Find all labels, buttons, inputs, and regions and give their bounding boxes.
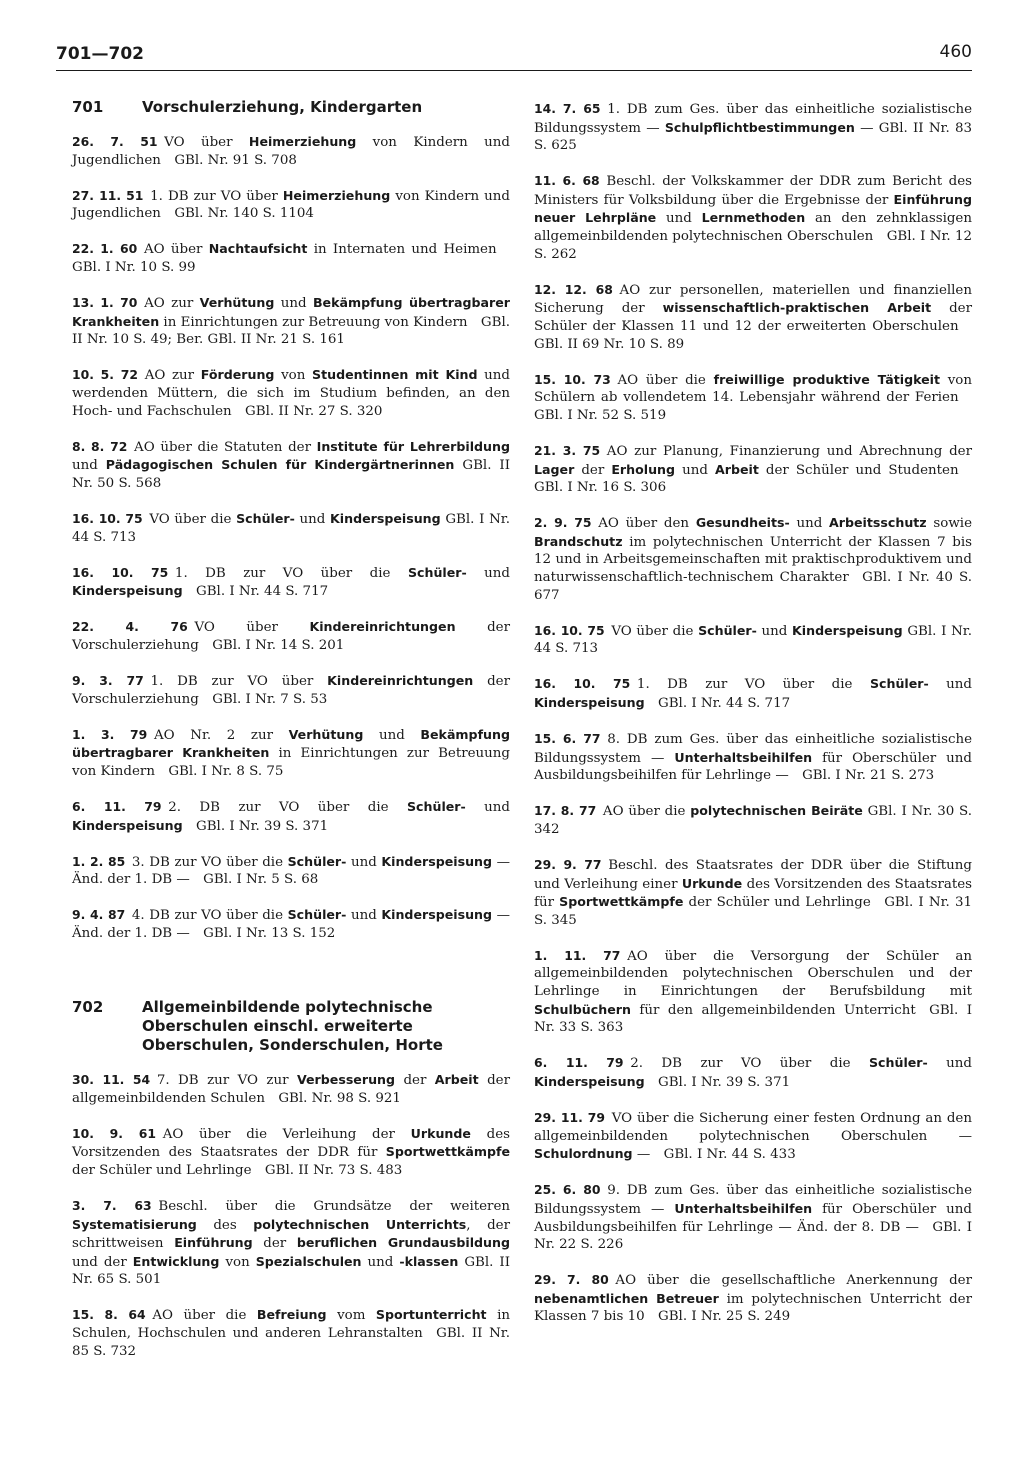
entry-keyword: Schüler- — [287, 853, 347, 869]
entry-keyword: Institute für Lehrerbildung — [316, 438, 510, 454]
entry-text: VO über — [194, 620, 310, 636]
entry-text: von Kindern und Jugendlichen GBl. Nr. 140 S. 1104 — [72, 188, 510, 222]
entry-text: — GBl. II Nr. 83 S. 625 — [534, 120, 972, 154]
entry-keyword: Schüler- — [287, 907, 347, 923]
entry-text: der Schüler der Klassen 11 und 12 der erweiterten Oberschulen GBl. II 69 Nr. 10 S. 89 — [534, 301, 973, 352]
law-entry — [534, 730, 972, 785]
entry-text: GBl. II Nr. 65 S. 501 — [72, 1254, 511, 1288]
entry-text: AO zur — [144, 296, 200, 312]
law-entry — [72, 133, 510, 169]
entry-text: der — [395, 1073, 435, 1088]
law-entry — [72, 853, 510, 889]
entry-keyword: Kinderspeisung — [534, 694, 645, 710]
entry-keyword: Heimerziehung — [248, 134, 357, 149]
entry-text: GBl. I Nr. 39 S. 371 — [182, 818, 329, 834]
entry-text: von Schülern ab vollendetem 14. Lebensjahr während der Ferien GBl. I Nr. 52 S. 519 — [534, 372, 972, 423]
entry-text: AO über die — [602, 804, 691, 820]
entry-keyword: Schulordnung — [534, 1146, 633, 1162]
entry-text: und der — [72, 1254, 133, 1270]
entry-text: der Schüler und Lehrlinge GBl. II Nr. 73 S. 483 — [72, 1162, 403, 1178]
entry-keyword: Verbesserung — [296, 1072, 396, 1087]
entry-date: 15. 8. 64 — [72, 1307, 146, 1323]
section-701-heading — [72, 98, 510, 117]
entry-date: 25. 6. 80 — [534, 1182, 601, 1198]
entry-text: 8. DB zum Ges. über das einheitliche sozialistische Bildungssystem — — [534, 732, 972, 766]
section-702-heading — [72, 998, 510, 1055]
entry-text: AO über die — [617, 372, 714, 388]
entry-text: im polytechnischen Unterricht der Klassen 7 bis 12 und in Arbeitsgemeinschaften mit praktischproduktivem und naturwissenschaftlich-technischem Charakter GBl. I Nr. 40 S. 677 — [534, 534, 972, 603]
entry-date: 8. 8. 72 — [72, 438, 128, 454]
entry-keyword: Unterhaltsbeihilfen — [674, 749, 813, 765]
entry-keyword: Unterhaltsbeihilfen — [674, 1200, 813, 1216]
entry-text: im polytechnischen Unterricht der Klassen 7 bis 10 GBl. I Nr. 25 S. 249 — [534, 1291, 972, 1325]
entry-text: GBl. I Nr. 30 S. 342 — [534, 804, 973, 837]
entry-text: und — [466, 565, 511, 581]
entry-keyword: Schulbüchern — [534, 1001, 631, 1017]
law-entry — [534, 947, 972, 1037]
entry-text: und — [927, 1056, 973, 1072]
entry-keyword: Einführung — [174, 1235, 253, 1251]
entry-text: 1. DB zur VO über die — [174, 565, 408, 581]
law-entry — [534, 514, 972, 604]
entry-date: 27. 11. 51 — [72, 187, 144, 203]
entry-text: der allgemeinbildenden Schulen GBl. Nr. 98 S. 921 — [72, 1073, 510, 1106]
law-entry — [72, 726, 510, 781]
entry-date: 6. 11. 79 — [72, 798, 162, 814]
entry-text: AO über — [143, 242, 209, 258]
entry-text: 9. DB zum Ges. über das einheitliche sozialistische Bildungssystem — — [534, 1183, 972, 1217]
entry-text: AO zur Planung, Finanzierung und Abrechnung der — [606, 443, 972, 459]
entry-date: 16. 10. 75 — [534, 622, 605, 638]
entry-keyword: Kinderspeisung — [792, 622, 903, 638]
entry-text: AO über die Versorgung der Schüler an allgemeinbildenden polytechnischen Oberschulen und der Lehrlinge in Einrichtungen der Berufsbildung mit — [534, 948, 972, 1000]
entry-date: 10. 9. 61 — [72, 1125, 156, 1141]
entry-text: für Oberschüler und Ausbildungsbeihilfen für Lehrlinge — GBl. I Nr. 21 S. 273 — [534, 750, 972, 784]
left-column — [72, 98, 510, 1378]
law-entry — [72, 798, 510, 835]
entry-text: und werdenden Müttern, die sich im Studium befinden, an den Hoch- und Fachschulen GBl. II Nr. 27 S. 320 — [72, 368, 510, 419]
entry-keyword: -klassen — [399, 1253, 459, 1269]
entry-text: und — [756, 623, 793, 639]
law-entry — [72, 672, 510, 708]
entry-date: 12. 12. 68 — [534, 281, 613, 297]
entry-date: 30. 11. 54 — [72, 1072, 151, 1087]
page-header — [56, 40, 972, 71]
law-entry — [72, 1125, 510, 1180]
entry-keyword: nebenamtlichen Betreuer — [534, 1290, 719, 1306]
entry-text: in Einrichtungen zur Betreuung von Kindern GBl. II Nr. 10 S. 49; Ber. GBl. II Nr. 21 S. 161 — [72, 314, 511, 348]
entry-text: Beschl. über die Grundsätze der weiteren — [158, 1198, 510, 1214]
entry-keyword: Sportwettkämpfe — [559, 894, 684, 910]
law-entry — [534, 172, 972, 263]
law-entry — [72, 510, 510, 546]
law-entry — [534, 442, 972, 497]
entry-keyword: Einführung neuer Lehrpläne — [534, 191, 972, 226]
law-entry — [534, 1271, 972, 1326]
entry-date: 29. 9. 77 — [534, 857, 602, 872]
entry-keyword: Schulpflichtbestimmungen — [664, 119, 855, 135]
entry-date: 1. 3. 79 — [72, 726, 148, 742]
entry-text: und — [72, 458, 106, 474]
entry-text: GBl. I Nr. 39 S. 371 — [644, 1074, 791, 1090]
entry-text: AO über die Verleihung der — [162, 1126, 411, 1142]
entry-text: — Änd. der 1. DB — GBl. I Nr. 5 S. 68 — [72, 854, 510, 888]
entry-keyword: Arbeitsschutz — [829, 515, 927, 531]
entry-text: und — [294, 511, 331, 527]
entry-text: und — [346, 908, 382, 924]
law-entry — [534, 100, 972, 155]
entry-date: 3. 7. 63 — [72, 1197, 152, 1213]
entry-text: der Vorschulerziehung GBl. I Nr. 7 S. 53 — [72, 673, 510, 707]
entry-keyword: Kinderspeisung — [72, 817, 183, 833]
entry-keyword: freiwillige produktive Tätigkeit — [713, 371, 940, 387]
entry-text: der Schüler und Lehrlinge GBl. I Nr. 31 S. 345 — [534, 895, 972, 928]
entry-text: GBl. I Nr. 44 S. 717 — [644, 695, 791, 711]
entry-text: 1. DB zum Ges. über das einheitliche sozialistische Bildungssystem — — [534, 102, 972, 136]
entry-date: 15. 10. 73 — [534, 371, 611, 387]
entry-text: VO über die — [149, 511, 237, 527]
law-entry — [72, 1306, 510, 1360]
entry-date: 13. 1. 70 — [72, 295, 138, 311]
law-entry — [534, 856, 972, 929]
entry-text: Beschl. des Staatsrates der DDR über die Stiftung und Verleihung einer — [534, 858, 973, 892]
entry-keyword: Erholung — [611, 461, 676, 477]
entry-keyword: Schüler- — [236, 510, 295, 526]
entry-date: 29. 7. 80 — [534, 1272, 609, 1288]
entry-text: — GBl. I Nr. 44 S. 433 — [632, 1147, 796, 1163]
law-entry — [72, 438, 510, 493]
law-entry — [534, 622, 972, 658]
entry-text: der Vorschulerziehung GBl. I Nr. 14 S. 201 — [72, 620, 510, 653]
law-entry — [72, 1197, 510, 1289]
entry-text: AO über die Statuten der — [134, 439, 317, 455]
entry-text: VO über die Sicherung einer festen Ordnung an den allgemeinbildenden polytechnischen Oberschulen — — [534, 1111, 972, 1144]
entry-text: des Vorsitzenden des Staatsrates der DDR für — [72, 1126, 510, 1161]
entry-text: in Internaten und Heimen GBl. I Nr. 10 S. 99 — [72, 242, 510, 275]
entry-text: GBl. II Nr. 50 S. 568 — [72, 458, 511, 491]
entry-keyword: Kindereinrichtungen — [327, 672, 474, 688]
section-702-entries-continued — [534, 100, 972, 1326]
section-range: 701—702 — [56, 44, 144, 64]
entry-text: GBl. I Nr. 44 S. 717 — [182, 584, 329, 600]
law-entry — [534, 1054, 972, 1091]
entry-keyword: beruflichen Grundausbildung — [296, 1235, 510, 1251]
entry-text: und — [274, 296, 313, 312]
entry-keyword: Bekämpfung übertragbarer Krankheiten — [72, 726, 510, 761]
entry-keyword: Urkunde — [410, 1125, 471, 1141]
entry-text: — Änd. der 1. DB — GBl. I Nr. 13 S. 152 — [72, 908, 510, 941]
entry-text: VO über — [164, 135, 249, 150]
page-number: 460 — [939, 42, 972, 62]
entry-keyword: Verhütung — [288, 726, 364, 742]
entry-text: und — [928, 677, 973, 693]
entry-keyword: Brandschutz — [534, 533, 623, 549]
entry-keyword: Entwicklung — [132, 1253, 220, 1269]
entry-text: sowie — [926, 516, 973, 532]
entry-text: und — [675, 462, 715, 478]
section-701-entries — [72, 133, 510, 943]
entry-date: 1. 2. 85 — [72, 853, 126, 869]
entry-text: des Vorsitzenden des Staatsrates für — [534, 876, 973, 911]
entry-date: 16. 10. 75 — [534, 676, 631, 692]
law-entry — [534, 802, 972, 838]
entry-date: 2. 9. 75 — [534, 515, 592, 531]
entry-text: 3. DB zur VO über die — [131, 854, 288, 870]
entry-date: 10. 5. 72 — [72, 367, 138, 383]
entry-text: 7. DB zur VO zur — [156, 1073, 297, 1088]
entry-text: vom — [326, 1308, 376, 1324]
entry-text: , der schrittweisen — [72, 1217, 510, 1252]
entry-keyword: Bekämpfung übertragbarer Krankheiten — [72, 295, 510, 329]
entry-keyword: Befreiung — [256, 1307, 327, 1323]
entry-keyword: Schüler- — [698, 622, 757, 638]
section-number: 701 — [72, 98, 104, 116]
entry-text: AO Nr. 2 zur — [153, 727, 289, 743]
law-entry — [72, 366, 510, 420]
entry-text: der Schüler und Studenten GBl. I Nr. 16 S. 306 — [534, 462, 972, 496]
entry-date: 17. 8. 77 — [534, 803, 597, 819]
entry-keyword: Gesundheits- — [695, 515, 790, 531]
entry-text: in Schulen, Hochschulen und anderen Lehranstalten GBl. II Nr. 85 S. 732 — [72, 1308, 511, 1359]
entry-text: des — [196, 1217, 254, 1233]
entry-text: 1. DB zur VO über — [150, 188, 283, 204]
entry-date: 26. 7. 51 — [72, 134, 158, 149]
entry-text: GBl. I Nr. 44 S. 713 — [72, 511, 510, 545]
entry-keyword: Lernmethoden — [701, 210, 806, 226]
entry-keyword: Förderung — [200, 367, 275, 383]
entry-text: AO über den — [598, 516, 696, 532]
entry-keyword: Schüler- — [407, 564, 467, 580]
section-title: Vorschulerziehung, Kindergarten — [142, 98, 423, 116]
entry-keyword: Arbeit — [714, 461, 759, 477]
right-column — [534, 100, 972, 1343]
entry-text: für Oberschüler und Ausbildungsbeihilfen für Lehrlinge — Änd. der 8. DB — GBl. I Nr. 22 S. 226 — [534, 1201, 972, 1253]
entry-date: 16. 10. 75 — [72, 510, 143, 526]
entry-keyword: polytechnischen Unterrichts — [253, 1216, 467, 1232]
entry-keyword: Studentinnen mit Kind — [312, 367, 478, 383]
law-entry — [72, 187, 510, 223]
entry-keyword: Pädagogischen Schulen für Kindergärtnerinnen — [105, 457, 455, 473]
entry-date: 1. 11. 77 — [534, 947, 621, 963]
entry-text: AO über die gesellschaftliche Anerkennung der — [615, 1273, 972, 1289]
law-entry — [72, 618, 510, 654]
entry-text: von — [274, 368, 313, 384]
entry-text: und — [346, 854, 382, 870]
entry-keyword: Spezialschulen — [255, 1253, 362, 1269]
entry-text: und — [465, 799, 511, 815]
law-entry — [72, 1071, 510, 1107]
entry-keyword: Kinderspeisung — [381, 853, 493, 869]
entry-text: in Einrichtungen zur Betreuung von Kindern GBl. I Nr. 8 S. 75 — [72, 746, 511, 779]
law-entry — [534, 281, 972, 353]
entry-date: 16. 10. 75 — [72, 564, 169, 580]
law-entry — [534, 1109, 972, 1164]
law-entry — [534, 1181, 972, 1253]
entry-text: und — [361, 1254, 400, 1270]
entry-text: der — [252, 1236, 297, 1252]
entry-keyword: polytechnischen Beiräte — [690, 803, 863, 819]
entry-text: 2. DB zur VO über die — [168, 799, 407, 815]
entry-date: 9. 4. 87 — [72, 907, 126, 923]
entry-date: 29. 11. 79 — [534, 1110, 605, 1126]
entry-keyword: Urkunde — [681, 875, 743, 891]
entry-date: 11. 6. 68 — [534, 173, 600, 189]
entry-text: von — [219, 1254, 256, 1270]
entry-date: 22. 1. 60 — [72, 241, 138, 257]
entry-text: und — [656, 211, 702, 227]
entry-keyword: Arbeit — [434, 1072, 479, 1087]
entry-keyword: Sportunterricht — [375, 1307, 487, 1323]
section-number: 702 — [72, 998, 104, 1016]
entry-text: und — [363, 727, 421, 743]
entry-keyword: Verhütung — [199, 295, 275, 311]
entry-keyword: Schüler- — [868, 1055, 928, 1071]
entry-text: 4. DB zur VO über die — [131, 908, 288, 924]
entry-keyword: Nachtaufsicht — [208, 241, 308, 257]
entry-date: 21. 3. 75 — [534, 442, 601, 458]
entry-text: Beschl. der Volkskammer der DDR zum Bericht des Ministers für Volksbildung über die Ergebnisse der — [534, 174, 972, 208]
entry-keyword: Schüler- — [406, 798, 466, 814]
entry-text: 2. DB zur VO über die — [630, 1056, 869, 1072]
law-entry — [72, 906, 510, 942]
entry-keyword: Schüler- — [869, 676, 929, 692]
entry-date: 22. 4. 76 — [72, 619, 188, 635]
entry-date: 15. 6. 77 — [534, 731, 601, 747]
entry-keyword: Kinderspeisung — [534, 1073, 645, 1089]
entry-keyword: Kinderspeisung — [330, 510, 441, 526]
entry-date: 14. 7. 65 — [534, 101, 601, 116]
entry-text: AO zur personellen, materiellen und finanziellen Sicherung der — [534, 282, 972, 317]
law-entry — [72, 240, 510, 276]
entry-keyword: Heimerziehung — [282, 187, 391, 203]
entry-text: GBl. I Nr. 44 S. 713 — [534, 623, 972, 657]
entry-text: von Kindern und Jugendlichen GBl. Nr. 91 S. 708 — [72, 135, 510, 168]
entry-text: an den zehnklassigen allgemeinbildenden polytechnischen Oberschulen GBl. I Nr. 12 S. 262 — [534, 211, 972, 262]
entry-date: 6. 11. 79 — [534, 1055, 624, 1071]
law-entry — [534, 371, 972, 425]
entry-date: 9. 3. 77 — [72, 672, 144, 688]
law-entry — [534, 675, 972, 712]
entry-keyword: Kinderspeisung — [381, 907, 493, 923]
entry-keyword: Lager — [534, 461, 575, 477]
law-entry — [72, 294, 510, 349]
entry-text: und — [789, 516, 830, 532]
entry-text: 1. DB zur VO über — [150, 673, 328, 689]
entry-text: AO zur — [144, 368, 201, 384]
entry-text: AO über die — [152, 1308, 257, 1324]
entry-text: der — [574, 462, 612, 478]
entry-text: VO über die — [611, 623, 699, 639]
entry-keyword: Kindereinrichtungen — [309, 619, 456, 635]
entry-text: für den allgemeinbildenden Unterricht GBl. I Nr. 33 S. 363 — [534, 1002, 972, 1036]
section-702-entries — [72, 1071, 510, 1360]
entry-keyword: wissenschaftlich-praktischen Arbeit — [662, 300, 932, 316]
entry-text: 1. DB zur VO über die — [636, 677, 870, 693]
entry-keyword: Systematisierung — [72, 1216, 197, 1232]
entry-keyword: Sportwettkämpfe — [385, 1144, 510, 1160]
entry-keyword: Kinderspeisung — [72, 583, 183, 599]
section-title: Allgemeinbildende polytechnische Oberschulen einschl. erweiterte Oberschulen, Sonderschulen, Horte — [142, 998, 443, 1054]
law-entry — [72, 564, 510, 601]
